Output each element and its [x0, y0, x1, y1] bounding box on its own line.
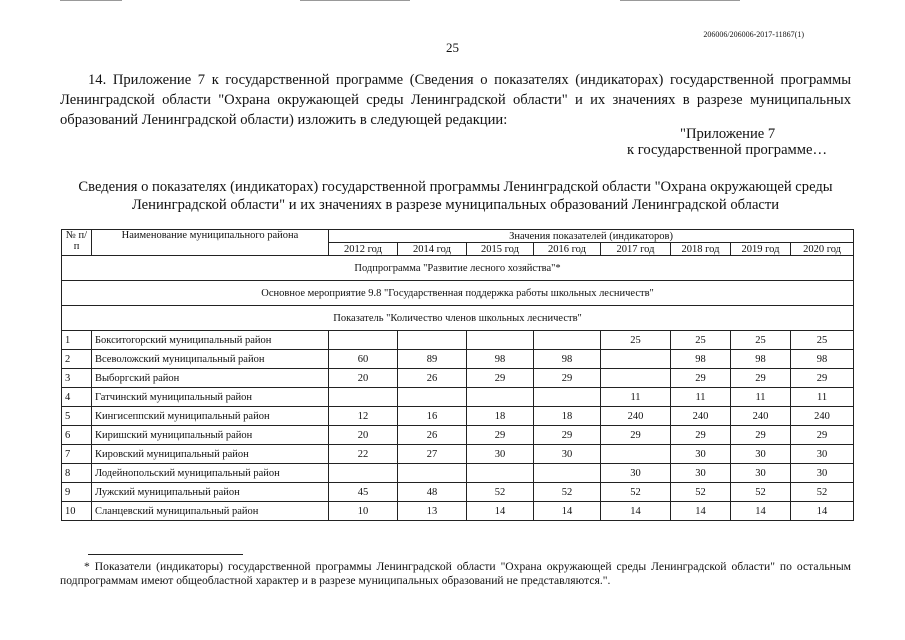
table-row — [62, 407, 854, 426]
footnote-text: * Показатели (индикаторы) государственной программы Ленинградской области "Охрана окружающей среды Ленинградской области" по остальным подпрограммам имеют общеобластной характер и в разрезе муниципальных образований не представляются.". — [60, 560, 851, 587]
value-cell: 240 — [731, 407, 791, 426]
value-cell: 18 — [534, 407, 601, 426]
table-row — [62, 464, 854, 483]
value-cell — [601, 445, 671, 464]
footnote — [60, 560, 851, 588]
value-cell: 29 — [467, 426, 534, 445]
value-cell: 30 — [731, 445, 791, 464]
value-cell: 52 — [601, 483, 671, 502]
row-number: 5 — [62, 407, 92, 426]
appendix-subtitle: к государственной программе… — [627, 142, 828, 158]
district-name: Лужский муниципальный район — [92, 483, 329, 502]
value-cell: 29 — [791, 426, 854, 445]
value-cell: 14 — [731, 502, 791, 521]
body-paragraph — [60, 70, 851, 130]
value-cell: 89 — [398, 350, 467, 369]
paragraph-text: 14. Приложение 7 к государственной программе (Сведения о показателях (индикаторах) государственной программы Ленинградской области "Охрана окружающей среды Ленинградской области" и их значениях в разрезе муниципальных образований Ленинградской области) изложить в следующей редакции: — [60, 72, 851, 128]
value-cell: 11 — [791, 388, 854, 407]
value-cell: 29 — [467, 369, 534, 388]
value-cell: 12 — [329, 407, 398, 426]
district-name: Всеволожский муниципальный район — [92, 350, 329, 369]
page-number: 25 — [446, 40, 459, 55]
value-cell — [534, 331, 601, 350]
table-row — [62, 350, 854, 369]
top-edge-rule — [300, 0, 410, 1]
value-cell: 52 — [671, 483, 731, 502]
row-number: 6 — [62, 426, 92, 445]
header-row — [62, 230, 854, 243]
appendix-title: "Приложение 7 — [680, 126, 776, 142]
indicators-table — [61, 229, 854, 521]
district-name: Сланцевский муниципальный район — [92, 502, 329, 521]
value-cell — [534, 388, 601, 407]
value-cell: 14 — [671, 502, 731, 521]
table-row — [62, 445, 854, 464]
value-cell — [398, 388, 467, 407]
value-cell: 48 — [398, 483, 467, 502]
value-cell: 11 — [601, 388, 671, 407]
value-cell: 30 — [791, 464, 854, 483]
table-row — [62, 388, 854, 407]
table-row — [62, 426, 854, 445]
value-cell — [467, 388, 534, 407]
value-cell: 240 — [671, 407, 731, 426]
district-name: Кингисеппский муниципальный район — [92, 407, 329, 426]
value-cell: 14 — [467, 502, 534, 521]
value-cell: 25 — [601, 331, 671, 350]
district-name: Лодейнопольский муниципальный район — [92, 464, 329, 483]
value-cell: 29 — [791, 369, 854, 388]
row-number: 2 — [62, 350, 92, 369]
value-cell: 10 — [329, 502, 398, 521]
row-number: 1 — [62, 331, 92, 350]
value-cell — [601, 350, 671, 369]
value-cell: 30 — [671, 445, 731, 464]
value-cell: 98 — [534, 350, 601, 369]
district-name: Выборгский район — [92, 369, 329, 388]
header-name: Наименование муниципального района — [92, 230, 329, 256]
header-num: № п/п — [62, 230, 92, 256]
value-cell: 14 — [791, 502, 854, 521]
top-edge-rule — [60, 0, 122, 1]
value-cell: 98 — [791, 350, 854, 369]
value-cell: 27 — [398, 445, 467, 464]
value-cell — [601, 369, 671, 388]
value-cell: 240 — [791, 407, 854, 426]
value-cell — [398, 331, 467, 350]
header-year: 2020 год — [791, 243, 854, 256]
header-year: 2015 год — [467, 243, 534, 256]
value-cell: 29 — [534, 369, 601, 388]
value-cell: 29 — [731, 426, 791, 445]
header-year: 2014 год — [398, 243, 467, 256]
value-cell: 18 — [467, 407, 534, 426]
value-cell: 25 — [671, 331, 731, 350]
row-number: 8 — [62, 464, 92, 483]
value-cell: 30 — [601, 464, 671, 483]
subprogram-row — [62, 256, 854, 281]
value-cell: 52 — [791, 483, 854, 502]
value-cell: 29 — [601, 426, 671, 445]
header-year: 2017 год — [601, 243, 671, 256]
value-cell: 14 — [601, 502, 671, 521]
row-number: 9 — [62, 483, 92, 502]
row-number: 3 — [62, 369, 92, 388]
value-cell — [467, 331, 534, 350]
value-cell: 11 — [731, 388, 791, 407]
document-id: 206006/206006-2017-11867(1) — [703, 30, 804, 39]
header-year: 2018 год — [671, 243, 731, 256]
measure-row — [62, 281, 854, 306]
value-cell: 30 — [467, 445, 534, 464]
header-year: 2019 год — [731, 243, 791, 256]
value-cell — [467, 464, 534, 483]
row-number: 4 — [62, 388, 92, 407]
value-cell: 30 — [671, 464, 731, 483]
district-name: Бокситогорский муниципальный район — [92, 331, 329, 350]
district-name: Гатчинский муниципальный район — [92, 388, 329, 407]
value-cell: 52 — [534, 483, 601, 502]
value-cell: 16 — [398, 407, 467, 426]
value-cell: 29 — [671, 426, 731, 445]
value-cell — [329, 464, 398, 483]
district-name: Киришский муниципальный район — [92, 426, 329, 445]
value-cell — [329, 388, 398, 407]
table-row — [62, 483, 854, 502]
table-row — [62, 369, 854, 388]
value-cell: 45 — [329, 483, 398, 502]
header-values: Значения показателей (индикаторов) — [329, 230, 854, 243]
value-cell: 11 — [671, 388, 731, 407]
value-cell: 52 — [731, 483, 791, 502]
value-cell: 29 — [731, 369, 791, 388]
value-cell: 20 — [329, 426, 398, 445]
value-cell: 60 — [329, 350, 398, 369]
subprogram-cell: Подпрограмма "Развитие лесного хозяйства"* — [62, 256, 854, 281]
value-cell — [329, 331, 398, 350]
value-cell: 30 — [791, 445, 854, 464]
value-cell: 98 — [731, 350, 791, 369]
table-row — [62, 331, 854, 350]
header-year: 2012 год — [329, 243, 398, 256]
value-cell: 30 — [534, 445, 601, 464]
indicator-cell: Показатель "Количество членов школьных лесничеств" — [62, 306, 854, 331]
value-cell: 25 — [791, 331, 854, 350]
table-row — [62, 502, 854, 521]
indicator-row — [62, 306, 854, 331]
row-number: 10 — [62, 502, 92, 521]
value-cell: 25 — [731, 331, 791, 350]
footnote-rule — [88, 554, 243, 555]
value-cell: 14 — [534, 502, 601, 521]
row-number: 7 — [62, 445, 92, 464]
district-name: Кировский муниципальный район — [92, 445, 329, 464]
header-year: 2016 год — [534, 243, 601, 256]
value-cell: 98 — [467, 350, 534, 369]
value-cell: 30 — [731, 464, 791, 483]
table-heading: Сведения о показателях (индикаторах) государственной программы Ленинградской области "Охрана окружающей среды Ленинградской области" и их значениях в разрезе муниципальных образований Ленинградской области — [78, 179, 833, 213]
value-cell: 29 — [671, 369, 731, 388]
table-body — [62, 230, 854, 521]
value-cell: 26 — [398, 426, 467, 445]
value-cell: 13 — [398, 502, 467, 521]
measure-cell: Основное мероприятие 9.8 "Государственная поддержка работы школьных лесничеств" — [62, 281, 854, 306]
value-cell: 52 — [467, 483, 534, 502]
top-edge-rule — [620, 0, 740, 1]
value-cell: 22 — [329, 445, 398, 464]
value-cell: 29 — [534, 426, 601, 445]
value-cell: 26 — [398, 369, 467, 388]
value-cell — [534, 464, 601, 483]
value-cell — [398, 464, 467, 483]
value-cell: 20 — [329, 369, 398, 388]
value-cell: 98 — [671, 350, 731, 369]
value-cell: 240 — [601, 407, 671, 426]
